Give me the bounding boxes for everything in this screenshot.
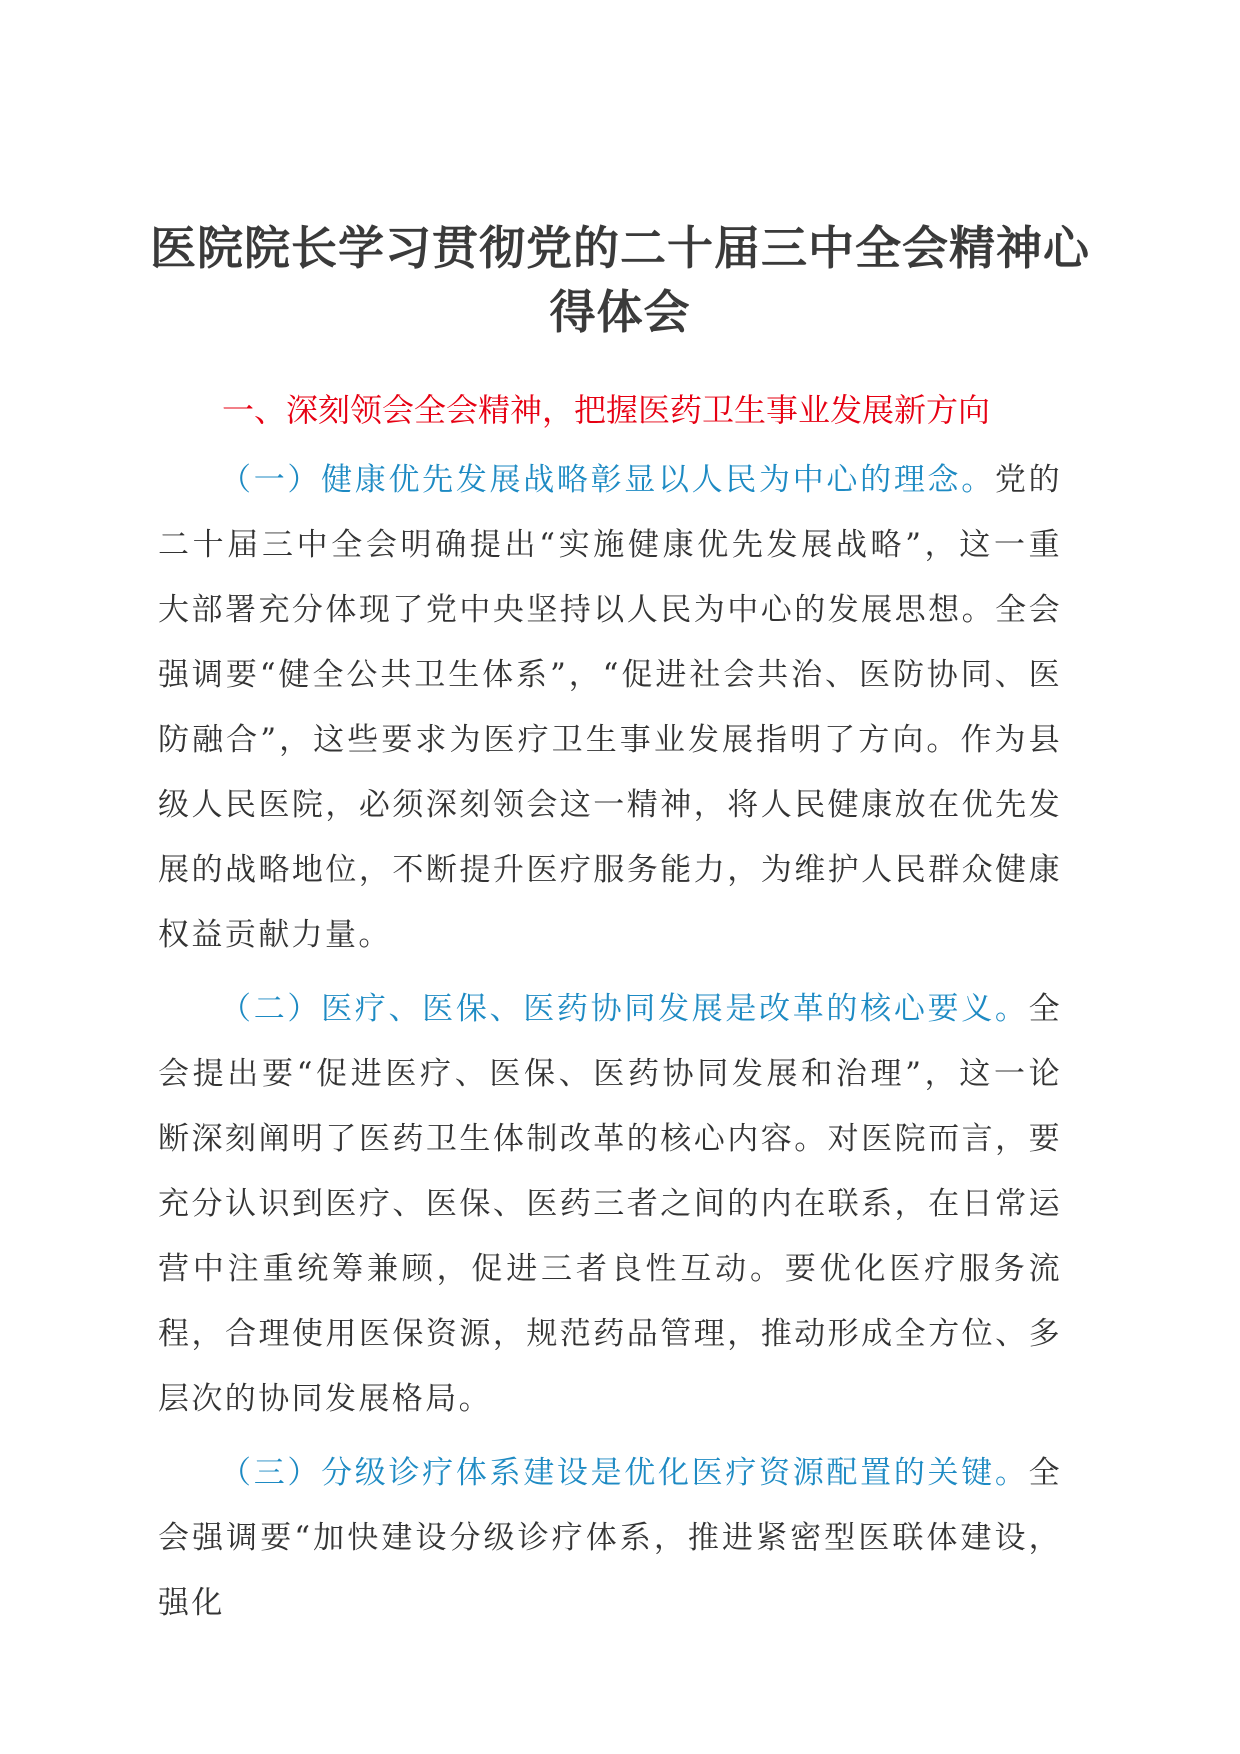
paragraph-1: [158, 448, 1062, 968]
paragraph-1-text: 党的二十届三中全会明确提出“实施健康优先发展战略”，这一重大部署充分体现了党中央坚持以人民为中心的发展思想。全会强调要“健全公共卫生体系”，“促进社会共治、医防协同、医防融合”，这些要求为医疗卫生事业发展指明了方向。作为县级人民医院，必须深刻领会这一精神，将人民健康放在优先发展的战略地位，不断提升医疗服务能力，为维护人民群众健康权益贡献力量。: [158, 462, 1062, 953]
paragraph-3-subheading: （三）分级诊疗体系建设是优化医疗资源配置的关键。: [220, 1455, 1029, 1491]
paragraph-3-text: 全会强调要“加快建设分级诊疗体系，推进紧密型医联体建设，强化: [158, 1455, 1062, 1621]
document-title: 医院院长学习贯彻党的二十届三中全会精神心得体会: [150, 221, 1090, 339]
section-heading-1: 一、深刻领会全会精神，把握医药卫生事业发展新方向: [222, 391, 991, 429]
paragraph-2-subheading: （二）医疗、医保、医药协同发展是改革的核心要义。: [220, 991, 1029, 1027]
paragraph-1-subheading: （一）健康优先发展战略彰显以人民为中心的理念。: [220, 462, 995, 498]
paragraph-2: [158, 977, 1062, 1432]
paragraph-2-text: 全会提出要“促进医疗、医保、医药协同发展和治理”，这一论断深刻阐明了医药卫生体制改革的核心内容。对医院而言，要充分认识到医疗、医保、医药三者之间的内在联系，在日常运营中注重统筹兼顾，促进三者良性互动。要优化医疗服务流程，合理使用医保资源，规范药品管理，推动形成全方位、多层次的协同发展格局。: [158, 991, 1062, 1417]
paragraph-3: [158, 1441, 1062, 1636]
document-body: [158, 448, 1062, 1645]
